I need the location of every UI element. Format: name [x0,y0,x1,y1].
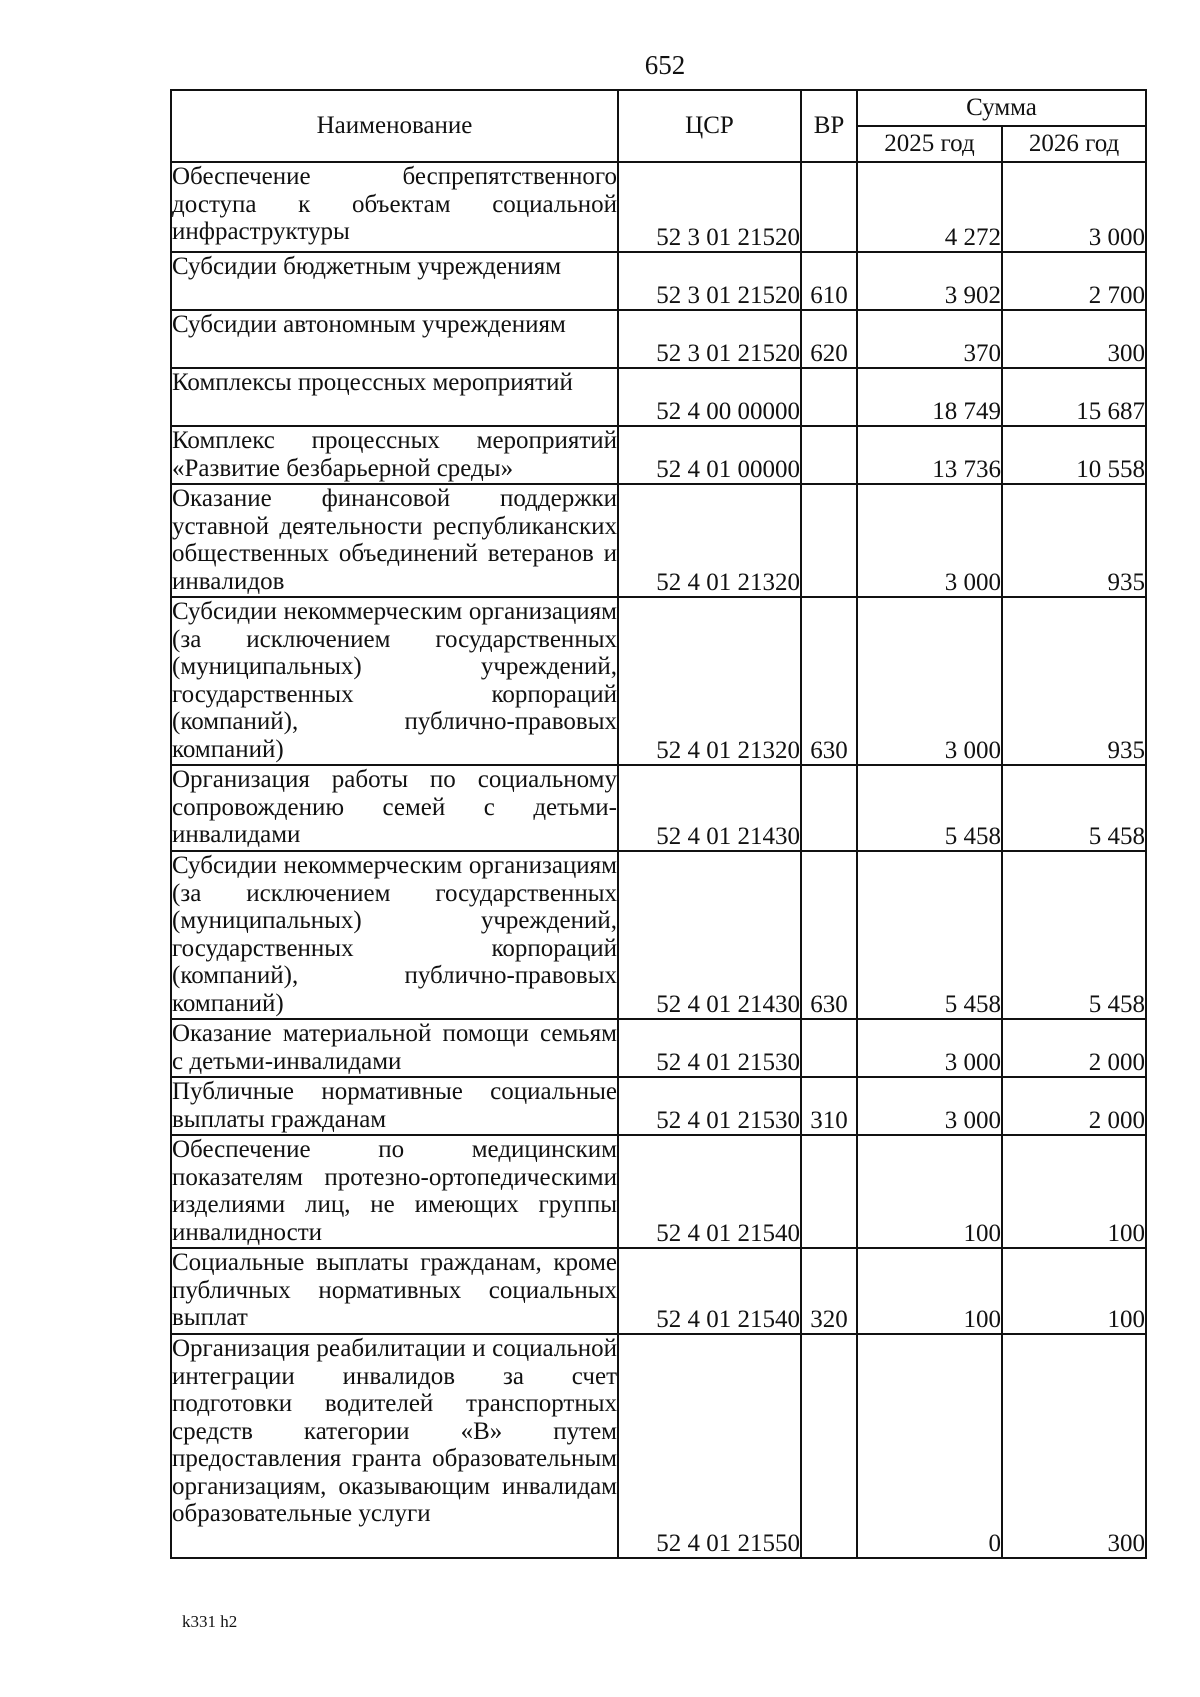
row-vr [801,162,857,252]
row-2025: 370 [857,310,1002,368]
table-row [171,368,1146,426]
row-2025: 4 272 [857,162,1002,252]
row-2025: 3 902 [857,252,1002,310]
row-2025: 18 749 [857,368,1002,426]
row-name: Публичные нормативные социальные выплаты гражданам [171,1077,618,1135]
row-csr: 52 4 00 00000 [618,368,801,426]
table-row [171,484,1146,597]
row-name: Оказание финансовой поддержки уставной деятельности республиканских общественных объединений ветеранов и инвалидов [171,484,618,597]
row-vr: 630 [801,597,857,765]
footer-code: k331 h2 [182,1612,238,1631]
row-name: Комплекс процессных мероприятий «Развитие безбарьерной среды» [171,426,618,484]
row-2026: 10 558 [1002,426,1146,484]
row-csr: 52 3 01 21520 [618,252,801,310]
header-name: Наименование [171,90,618,162]
row-2026: 5 458 [1002,851,1146,1019]
row-name: Субсидии некоммерческим организациям (за исключением государственных (муниципальных) учреждений, государственных корпораций (компаний), публично-правовых компаний) [171,851,618,1019]
row-vr [801,1019,857,1077]
row-vr: 630 [801,851,857,1019]
row-2026: 935 [1002,484,1146,597]
table-row [171,851,1146,1019]
row-csr: 52 4 01 21320 [618,597,801,765]
row-name: Субсидии автономным учреждениям [171,310,618,368]
row-vr [801,426,857,484]
table-row [171,1248,1146,1334]
row-name: Обеспечение по медицинским показателям протезно-ортопедическими изделиями лиц, не имеющих группы инвалидности [171,1135,618,1248]
page-number: 652 [644,50,686,80]
table-row [171,1334,1146,1558]
table-row [171,597,1146,765]
row-name: Организация работы по социальному сопровождению семей с детьми-инвалидами [171,765,618,851]
row-2025: 100 [857,1248,1002,1334]
row-csr: 52 3 01 21520 [618,310,801,368]
row-2025: 0 [857,1334,1002,1558]
row-csr: 52 4 01 21430 [618,851,801,1019]
row-2026: 300 [1002,310,1146,368]
row-csr: 52 4 01 21320 [618,484,801,597]
row-2026: 5 458 [1002,765,1146,851]
table-row [171,252,1146,310]
table-row [171,426,1146,484]
row-name: Оказание материальной помощи семьям с детьми-инвалидами [171,1019,618,1077]
row-vr [801,765,857,851]
row-name: Социальные выплаты гражданам, кроме публичных нормативных социальных выплат [171,1248,618,1334]
row-vr: 610 [801,252,857,310]
header-year-2026: 2026 год [1002,126,1146,162]
row-name: Организация реабилитации и социальной интеграции инвалидов за счет подготовки водителей транспортных средств категории «В» путем предоставления гранта образовательным организациям, оказывающим инвалидам образовательные услуги [171,1334,618,1558]
row-2026: 2 700 [1002,252,1146,310]
row-2026: 3 000 [1002,162,1146,252]
row-csr: 52 4 01 21430 [618,765,801,851]
row-2026: 2 000 [1002,1077,1146,1135]
row-csr: 52 4 01 21530 [618,1019,801,1077]
row-csr: 52 4 01 21540 [618,1248,801,1334]
budget-table [170,89,1147,1559]
row-2025: 5 458 [857,765,1002,851]
row-name: Обеспечение беспрепятственного доступа к объектам социальной инфраструктуры [171,162,618,252]
row-2026: 935 [1002,597,1146,765]
row-2025: 5 458 [857,851,1002,1019]
row-2026: 2 000 [1002,1019,1146,1077]
row-vr: 320 [801,1248,857,1334]
row-2026: 300 [1002,1334,1146,1558]
row-csr: 52 3 01 21520 [618,162,801,252]
row-vr: 310 [801,1077,857,1135]
table-row [171,310,1146,368]
table-row [171,1019,1146,1077]
row-csr: 52 4 01 00000 [618,426,801,484]
row-2026: 15 687 [1002,368,1146,426]
header-csr: ЦСР [618,90,801,162]
row-2026: 100 [1002,1248,1146,1334]
row-vr [801,484,857,597]
header-sum: Сумма [857,90,1146,126]
table-row [171,765,1146,851]
table-row [171,1135,1146,1248]
table-row [171,1077,1146,1135]
row-name: Субсидии бюджетным учреждениям [171,252,618,310]
row-vr [801,1135,857,1248]
row-vr [801,368,857,426]
header-vr: ВР [801,90,857,162]
row-2025: 3 000 [857,1077,1002,1135]
row-2026: 100 [1002,1135,1146,1248]
row-2025: 13 736 [857,426,1002,484]
row-2025: 3 000 [857,484,1002,597]
row-2025: 100 [857,1135,1002,1248]
row-vr [801,1334,857,1558]
row-2025: 3 000 [857,597,1002,765]
row-csr: 52 4 01 21540 [618,1135,801,1248]
row-name: Субсидии некоммерческим организациям (за исключением государственных (муниципальных) учреждений, государственных корпораций (компаний), публично-правовых компаний) [171,597,618,765]
row-csr: 52 4 01 21550 [618,1334,801,1558]
header-row [171,90,1146,126]
table-row [171,162,1146,252]
row-2025: 3 000 [857,1019,1002,1077]
row-csr: 52 4 01 21530 [618,1077,801,1135]
row-name: Комплексы процессных мероприятий [171,368,618,426]
header-year-2025: 2025 год [857,126,1002,162]
row-vr: 620 [801,310,857,368]
